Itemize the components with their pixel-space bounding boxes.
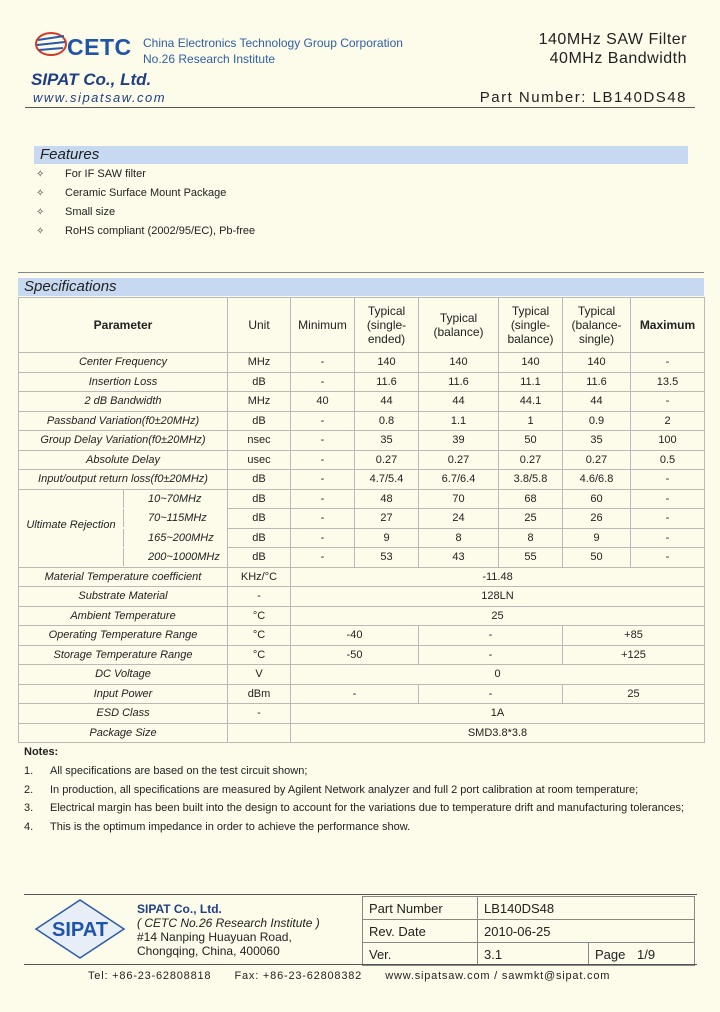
note-item (24, 781, 696, 800)
table-cell: 40 (291, 392, 355, 412)
table-row (19, 372, 705, 392)
table-cell: - (291, 411, 355, 431)
footer-top-rule (24, 894, 697, 895)
ultimate-rejection-label (19, 490, 123, 508)
note-number: 2. (24, 783, 34, 796)
table-cell: MHz (228, 392, 291, 412)
header-unit: Unit (228, 298, 291, 353)
part-number-label: Part Number (363, 897, 478, 920)
version-label: Ver. (363, 943, 478, 966)
table-cell: - (291, 489, 355, 509)
features-section-header: Features (34, 146, 688, 164)
table-row (19, 704, 705, 724)
table-cell: - (419, 684, 563, 704)
note-text: In production, all specifications are measured by Agilent Network analyzer and full 2 port calibration at room temperature; (50, 783, 639, 796)
specs-section-header: Specifications (18, 278, 704, 296)
diamond-bullet-icon: ✧ (36, 207, 45, 218)
table-cell: - (228, 587, 291, 607)
table-cell: - (631, 353, 705, 373)
diamond-bullet-icon: ✧ (36, 226, 45, 237)
table-row (19, 587, 705, 607)
note-text: This is the optimum impedance in order to achieve the performance show. (50, 821, 411, 834)
table-cell: -11.48 (291, 567, 705, 587)
table-cell: - (419, 645, 563, 665)
table-cell: Center Frequency (19, 353, 228, 373)
table-cell: 60 (563, 489, 631, 509)
table-cell: dB (228, 548, 291, 568)
note-item (24, 762, 696, 781)
table-cell: Material Temperature coefficient (19, 567, 228, 587)
table-cell: - (291, 353, 355, 373)
part-number-heading: Part Number: LB140DS48 (479, 89, 687, 106)
table-cell: Passband Variation(f0±20MHz) (19, 411, 228, 431)
table-cell: 27 (355, 509, 419, 529)
table-cell: 8 (419, 528, 499, 548)
feature-item (36, 165, 255, 184)
table-cell: 11.1 (499, 372, 563, 392)
table-cell: 26 (563, 509, 631, 529)
table-cell: 0.27 (355, 450, 419, 470)
table-cell: °C (228, 626, 291, 646)
feature-item (36, 184, 255, 203)
table-cell: -50 (291, 645, 419, 665)
table-cell: °C (228, 645, 291, 665)
ultimate-rejection-spacer (19, 548, 123, 566)
table-cell: 140 (563, 353, 631, 373)
table-cell: usec (228, 450, 291, 470)
table-row (19, 548, 705, 568)
table-cell: dBm (228, 684, 291, 704)
table-cell: 11.6 (355, 372, 419, 392)
table-cell: 140 (499, 353, 563, 373)
table-cell: KHz/°C (228, 567, 291, 587)
header-typical-single-ended: Typical (single-ended) (355, 298, 419, 353)
table-cell: 100 (631, 431, 705, 451)
table-cell: - (631, 392, 705, 412)
table-cell: 44 (419, 392, 499, 412)
table-cell: Storage Temperature Range (19, 645, 228, 665)
table-cell: 0 (291, 665, 705, 685)
table-cell: SMD3.8*3.8 (291, 723, 705, 743)
table-cell: dB (228, 372, 291, 392)
table-cell: 24 (419, 509, 499, 529)
table-row (19, 528, 705, 548)
table-cell: Substrate Material (19, 587, 228, 607)
table-cell: 8 (499, 528, 563, 548)
diamond-bullet-icon: ✧ (36, 188, 45, 199)
table-cell: -40 (291, 626, 419, 646)
table-cell: 0.8 (355, 411, 419, 431)
table-cell: 25 (499, 509, 563, 529)
table-cell: Absolute Delay (19, 450, 228, 470)
specifications-body (19, 353, 705, 743)
table-cell: 6.7/6.4 (419, 470, 499, 490)
table-cell: 70 (419, 489, 499, 509)
table-cell: Insertion Loss (19, 372, 228, 392)
product-title: 140MHz SAW Filter 40MHz Bandwidth (538, 31, 687, 67)
notes-section (24, 743, 696, 837)
table-cell: - (631, 509, 705, 529)
note-number: 1. (24, 764, 34, 777)
cetc-logo-icon (34, 30, 68, 58)
table-row (19, 431, 705, 451)
feature-text: For IF SAW filter (65, 168, 146, 180)
notes-list (24, 762, 696, 837)
table-cell: dB (228, 470, 291, 490)
header-minimum: Minimum (291, 298, 355, 353)
rejection-param-cell (19, 489, 228, 509)
website-link[interactable]: www.sipatsaw.com (33, 90, 167, 105)
table-row (19, 470, 705, 490)
table-cell: 48 (355, 489, 419, 509)
table-cell: 44.1 (499, 392, 563, 412)
table-cell: 44 (355, 392, 419, 412)
corporation-name: China Electronics Technology Group Corporation No.26 Research Institute (143, 36, 403, 66)
table-cell: 4.7/5.4 (355, 470, 419, 490)
table-cell: Package Size (19, 723, 228, 743)
note-text: All specifications are based on the test circuit shown; (50, 764, 308, 777)
table-row (19, 723, 705, 743)
table-cell: dB (228, 528, 291, 548)
table-cell: 0.27 (499, 450, 563, 470)
table-row (19, 684, 705, 704)
table-cell: 128LN (291, 587, 705, 607)
feature-text: Ceramic Surface Mount Package (65, 187, 227, 199)
table-cell: 39 (419, 431, 499, 451)
table-cell: MHz (228, 353, 291, 373)
table-cell: 35 (563, 431, 631, 451)
feature-item (36, 203, 255, 222)
table-cell: 9 (355, 528, 419, 548)
note-number: 3. (24, 802, 34, 815)
table-cell: 140 (419, 353, 499, 373)
rejection-param-wrap (19, 490, 227, 508)
table-cell: °C (228, 606, 291, 626)
table-cell: 4.6/6.8 (563, 470, 631, 490)
table-cell: - (631, 470, 705, 490)
company-name: SIPAT Co., Ltd. (31, 70, 152, 89)
ultimate-rejection-spacer (19, 529, 123, 547)
table-row (19, 489, 705, 509)
rejection-param-wrap (19, 529, 227, 547)
table-cell: 44 (563, 392, 631, 412)
rejection-param-wrap (19, 509, 227, 532)
specs-divider (18, 272, 704, 273)
table-cell: 50 (563, 548, 631, 568)
table-cell: Group Delay Variation(f0±20MHz) (19, 431, 228, 451)
table-cell: - (291, 528, 355, 548)
table-cell: - (419, 626, 563, 646)
feature-text: Small size (65, 206, 116, 218)
table-row (19, 509, 705, 529)
header-maximum: Maximum (631, 298, 705, 353)
table-cell: 0.9 (563, 411, 631, 431)
table-cell: 35 (355, 431, 419, 451)
table-cell: - (291, 372, 355, 392)
table-cell: Input/output return loss(f0±20MHz) (19, 470, 228, 490)
table-cell: dB (228, 509, 291, 529)
header-divider (25, 107, 695, 108)
table-cell: +85 (563, 626, 705, 646)
table-cell: 3.8/5.8 (499, 470, 563, 490)
table-cell: - (291, 450, 355, 470)
version-value: 3.1 (478, 943, 589, 966)
table-cell: 11.6 (563, 372, 631, 392)
header-typical-balance: Typical (balance) (419, 298, 499, 353)
table-row (19, 392, 705, 412)
table-cell: - (228, 704, 291, 724)
table-cell: 11.6 (419, 372, 499, 392)
table-cell: - (631, 528, 705, 548)
table-cell: Ambient Temperature (19, 606, 228, 626)
table-cell: 68 (499, 489, 563, 509)
table-cell: - (631, 548, 705, 568)
table-cell: - (291, 509, 355, 529)
table-row (19, 645, 705, 665)
table-cell: 55 (499, 548, 563, 568)
table-cell: 53 (355, 548, 419, 568)
table-cell: V (228, 665, 291, 685)
rejection-param-wrap (19, 548, 227, 566)
table-cell: dB (228, 411, 291, 431)
table-row (19, 411, 705, 431)
cetc-logo-text: CETC (67, 34, 132, 60)
table-cell: 2 dB Bandwidth (19, 392, 228, 412)
table-cell: 1A (291, 704, 705, 724)
header-typical-balance-single: Typical (balance-single) (563, 298, 631, 353)
table-cell: 43 (419, 548, 499, 568)
table-cell: 140 (355, 353, 419, 373)
table-cell: +125 (563, 645, 705, 665)
rejection-param-cell (19, 528, 228, 548)
table-cell: ESD Class (19, 704, 228, 724)
note-text: Electrical margin has been built into the design to account for the variations due to temperature drift and manufacturing tolerances; (50, 802, 685, 815)
table-cell: 9 (563, 528, 631, 548)
table-cell: 25 (563, 684, 705, 704)
note-item (24, 818, 696, 837)
features-list (36, 165, 255, 241)
rejection-param-cell (19, 548, 228, 568)
footer-address-block: SIPAT Co., Ltd. ( CETC No.26 Research Institute ) #14 Nanping Huayuan Road, Chongqing, China, 400060 (137, 902, 320, 958)
notes-title: Notes: (24, 746, 59, 758)
rev-date-value: 2010-06-25 (478, 920, 695, 943)
table-cell: 13.5 (631, 372, 705, 392)
feature-text: RoHS compliant (2002/95/EC), Pb-free (65, 225, 256, 237)
sipat-logo-text: SIPAT (52, 919, 108, 941)
rejection-param-cell (19, 509, 228, 532)
table-row (19, 665, 705, 685)
table-cell: DC Voltage (19, 665, 228, 685)
table-cell: Input Power (19, 684, 228, 704)
specifications-table (18, 297, 705, 743)
part-number-value: LB140DS48 (478, 897, 695, 920)
table-cell: - (631, 489, 705, 509)
header-parameter: Parameter (19, 298, 228, 353)
footer-row-date (363, 920, 695, 943)
table-cell: 1.1 (419, 411, 499, 431)
table-row (19, 567, 705, 587)
ultimate-rejection-spacer: Ultimate Rejection (26, 519, 116, 532)
table-cell: nsec (228, 431, 291, 451)
table-cell: 2 (631, 411, 705, 431)
feature-item (36, 222, 255, 241)
table-cell: Operating Temperature Range (19, 626, 228, 646)
note-number: 4. (24, 821, 34, 834)
footer-info-table (362, 896, 695, 966)
rev-date-label: Rev. Date (363, 920, 478, 943)
table-cell: - (291, 684, 419, 704)
table-cell: dB (228, 489, 291, 509)
rejection-range: 165~200MHz (123, 529, 227, 547)
table-cell: 50 (499, 431, 563, 451)
rejection-range: 70~115MHz (123, 509, 227, 527)
table-header-row (19, 298, 705, 353)
page-indicator: Page 1/9 (589, 943, 695, 966)
table-cell: - (291, 470, 355, 490)
table-cell (228, 723, 291, 743)
footer-row-part (363, 897, 695, 920)
rejection-range: 10~70MHz (123, 490, 227, 508)
table-cell: 0.5 (631, 450, 705, 470)
table-cell: 1 (499, 411, 563, 431)
table-row (19, 626, 705, 646)
sipat-logo-icon (32, 898, 128, 960)
table-row (19, 353, 705, 373)
table-cell: 0.27 (563, 450, 631, 470)
header-typical-single-balance: Typical (single-balance) (499, 298, 563, 353)
contact-line: Tel: +86-23-62808818 Fax: +86-23-62808382 www.sipatsaw.com / sawmkt@sipat.com (88, 970, 611, 982)
table-cell: 0.27 (419, 450, 499, 470)
rejection-range: 200~1000MHz (123, 548, 227, 566)
table-row (19, 606, 705, 626)
footer-row-version (363, 943, 695, 966)
table-cell: - (291, 548, 355, 568)
footer-bottom-rule (24, 964, 697, 965)
table-cell: - (291, 431, 355, 451)
table-row (19, 450, 705, 470)
diamond-bullet-icon: ✧ (36, 169, 45, 180)
table-cell: 25 (291, 606, 705, 626)
note-item (24, 799, 696, 818)
